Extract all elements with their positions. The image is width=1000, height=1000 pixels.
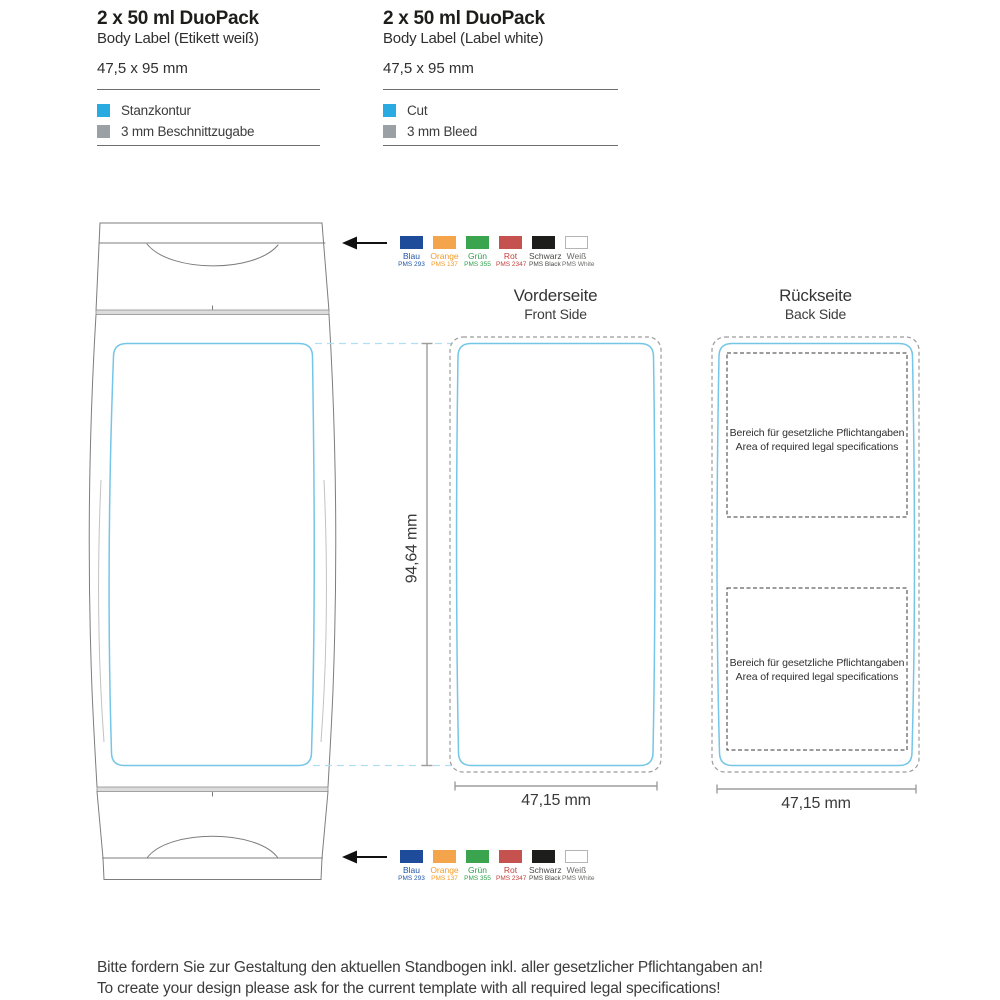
swatch-name-label: Blau (402, 251, 420, 261)
legal-text-line-de: Bereich für gesetzliche Pflichtangaben (729, 657, 905, 669)
swatch-name-label: Rot (503, 251, 518, 261)
swatch-pms-label: PMS 137 (431, 875, 458, 882)
swatch-pms-label: PMS 137 (431, 261, 458, 268)
back-bleed-contour (712, 337, 919, 772)
height-dimension-label: 94,64 mm (403, 513, 421, 584)
swatch-name-label: Schwarz (529, 865, 562, 875)
color-swatch-item (496, 236, 525, 269)
legal-text-line-en: Area of required legal specifications (735, 440, 899, 453)
footer-note (97, 957, 763, 999)
front-width-dimension-label: 47,15 mm (521, 792, 591, 809)
color-swatch (433, 850, 456, 863)
color-swatch-item (463, 236, 492, 269)
color-swatch-strip-top (397, 236, 595, 269)
product-subtitle-de: Body Label (Etikett weiß) (97, 30, 259, 47)
swatch-name-label: Weiß (566, 251, 587, 261)
front-bleed-contour (450, 337, 661, 772)
bottom-dome-arc (147, 836, 278, 858)
front-width-dimension-line (455, 782, 657, 791)
legend-item-bleed-de (97, 124, 254, 138)
back-cut-contour (717, 344, 915, 766)
color-swatch-item (562, 236, 595, 269)
color-swatch-item (397, 850, 426, 883)
back-width-dimension-label: 47,15 mm (781, 795, 851, 812)
color-swatch (433, 236, 456, 249)
cut-color-swatch (383, 104, 396, 117)
divider (383, 145, 618, 146)
legend-label: Cut (407, 102, 428, 118)
back-side-subtitle: Back Side (784, 306, 847, 322)
color-swatch (400, 850, 423, 863)
swatch-pms-label: PMS 2347 (496, 261, 527, 268)
legend-label: 3 mm Bleed (407, 123, 478, 139)
color-swatch-item (397, 236, 426, 269)
legal-text-line-de: Bereich für gesetzliche Pflichtangaben (729, 427, 905, 439)
legal-text-line-en: Area of required legal specifications (735, 670, 899, 683)
color-swatch (499, 236, 522, 249)
label-size-en: 47,5 x 95 mm (383, 60, 474, 77)
swatch-pms-label: PMS Black (529, 261, 561, 268)
color-swatch-strip-bottom (397, 850, 595, 883)
bottle-cut-contour (109, 344, 314, 766)
legend-item-cut-en (383, 103, 427, 117)
bleed-color-swatch (383, 125, 396, 138)
legal-area-text-top (727, 427, 907, 454)
swatch-pms-label: PMS 293 (398, 875, 425, 882)
color-swatch-item (430, 850, 459, 883)
product-title-de: 2 x 50 ml DuoPack (97, 8, 259, 29)
divider (383, 89, 618, 90)
footer-line-en: To create your design please ask for the current template with all required legal specifications! (97, 980, 721, 997)
swatch-pms-label: PMS White (562, 875, 595, 882)
legend-item-bleed-en (383, 124, 477, 138)
cut-color-swatch (97, 104, 110, 117)
swatch-pms-label: PMS 2347 (496, 875, 527, 882)
legend-item-cut-de (97, 103, 191, 117)
swatch-name-label: Blau (402, 865, 420, 875)
swatch-name-label: Rot (503, 865, 518, 875)
front-side-subtitle: Front Side (524, 306, 587, 322)
height-dimension-line (422, 344, 433, 766)
swatch-name-label: Schwarz (529, 251, 562, 261)
bottle-seam-top (96, 310, 329, 315)
cap-dimple-arc (147, 244, 278, 266)
bottle-body-shading (99, 480, 327, 742)
color-swatch-item (529, 850, 562, 883)
swatch-pms-label: PMS 355 (464, 875, 491, 882)
legal-area-text-bottom (727, 657, 907, 684)
bleed-color-swatch (97, 125, 110, 138)
swatch-pms-label: PMS White (562, 261, 595, 268)
swatch-name-label: Orange (430, 251, 459, 261)
divider (97, 89, 320, 90)
color-swatch-item (496, 850, 525, 883)
bottle-top-cap (96, 223, 329, 311)
legend-label: Stanzkontur (121, 102, 191, 118)
swatch-pms-label: PMS Black (529, 875, 561, 882)
color-swatch (466, 236, 489, 249)
color-swatch-item (562, 850, 595, 883)
divider (97, 145, 320, 146)
footer-line-de: Bitte fordern Sie zur Gestaltung den aktuellen Standbogen inkl. aller gesetzlicher Pflichtangaben an! (97, 959, 763, 976)
color-swatch-item (430, 236, 459, 269)
back-side-title: Rückseite (779, 286, 852, 305)
product-title-en: 2 x 50 ml DuoPack (383, 8, 545, 29)
legend-label: 3 mm Beschnittzugabe (121, 123, 255, 139)
swatch-name-label: Grün (468, 865, 487, 875)
color-swatch (400, 236, 423, 249)
swatch-name-label: Weiß (566, 865, 587, 875)
swatch-name-label: Orange (430, 865, 459, 875)
color-swatch (466, 850, 489, 863)
bottle-bottom-cap (97, 792, 328, 880)
product-subtitle-en: Body Label (Label white) (383, 30, 544, 47)
color-swatch (532, 236, 555, 249)
swatch-pms-label: PMS 355 (464, 261, 491, 268)
swatch-pms-label: PMS 293 (398, 261, 425, 268)
color-swatch (565, 850, 588, 863)
swatch-name-label: Grün (468, 251, 487, 261)
front-cut-contour (457, 344, 655, 766)
color-swatch (532, 850, 555, 863)
back-width-dimension-line (717, 785, 916, 794)
label-size-de: 47,5 x 95 mm (97, 60, 188, 77)
color-swatch (565, 236, 588, 249)
bottle-body-outline (89, 315, 335, 788)
color-swatch (499, 850, 522, 863)
bottle-seam-bottom (97, 787, 328, 792)
front-side-title: Vorderseite (513, 286, 598, 305)
color-swatch-item (529, 236, 562, 269)
arrow-left-icon-top (342, 237, 387, 250)
arrow-left-icon-bottom (342, 851, 387, 864)
color-swatch-item (463, 850, 492, 883)
